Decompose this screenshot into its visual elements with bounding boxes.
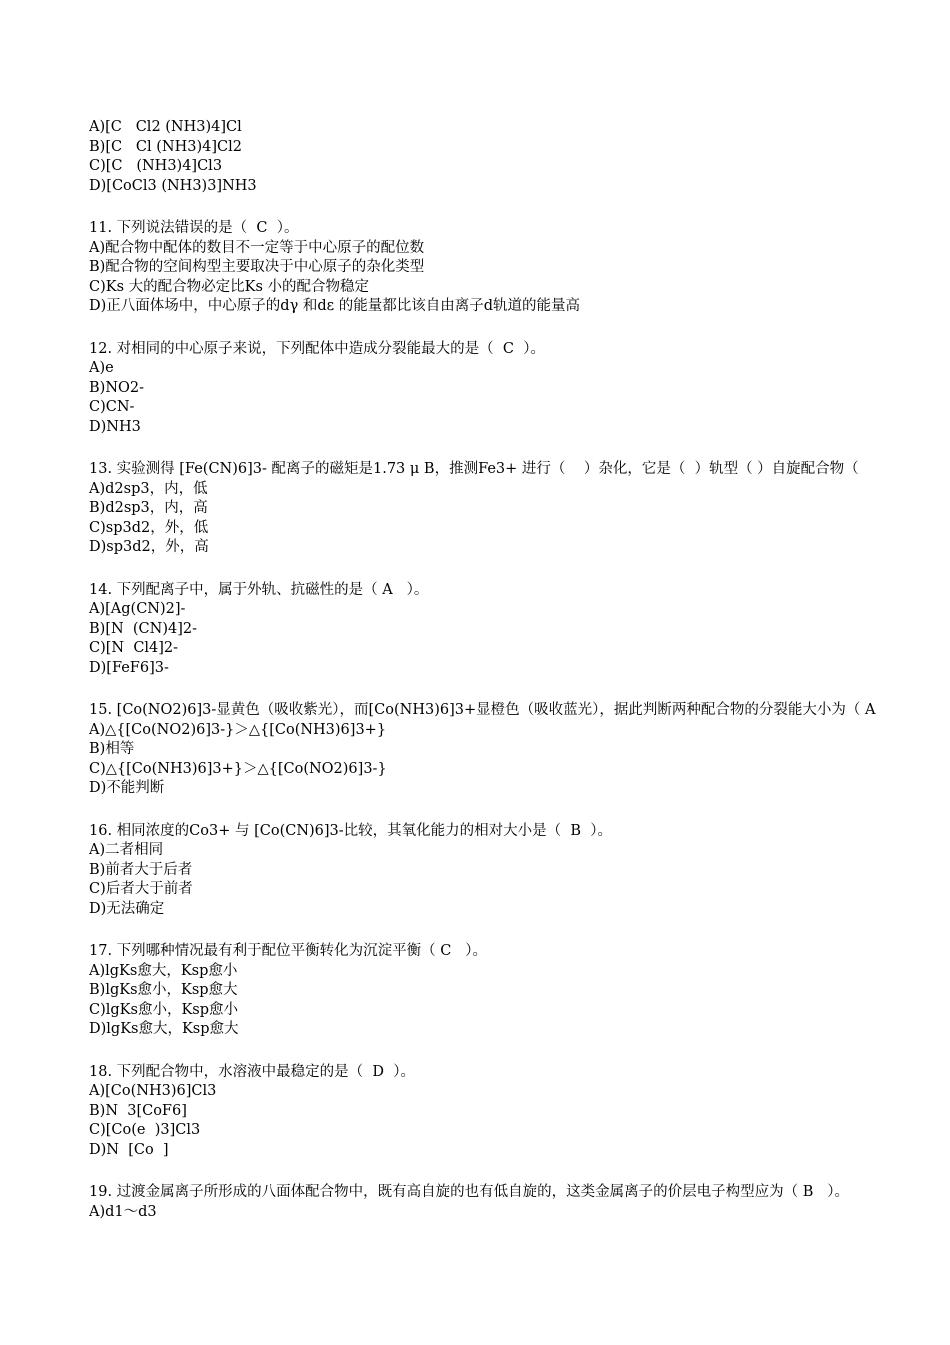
question-block xyxy=(89,219,950,317)
option-a: A)lgKs愈大，Ksp愈小 xyxy=(89,962,238,979)
option-b: B)N 3[CoF6] xyxy=(89,1102,187,1119)
option-c: C)后者大于前者 xyxy=(89,881,193,897)
option-a: A)二者相同 xyxy=(89,842,164,858)
option-d: D)[FeF6]3- xyxy=(89,659,169,676)
question-text: 15. [Co(NO2)6]3-显黄色（吸收紫光），而[Co(NH3)6]3+显橙色（吸收蓝光），据此判断两种配合物的分裂能大小为（ A xyxy=(89,702,876,718)
question-text: 11. 下列说法错误的是（ C ）。 xyxy=(89,220,299,236)
option-c: C)sp3d2，外，低 xyxy=(89,519,209,536)
option-d: D)lgKs愈大，Ksp愈大 xyxy=(89,1021,239,1037)
option-a: A)△{[Co(NO2)6]3-}＞△{[Co(NH3)6]3+} xyxy=(89,721,387,738)
option-b: B)[N (CN)4]2- xyxy=(89,620,197,637)
question-block xyxy=(89,1063,950,1161)
option-a: A)d2sp3，内，低 xyxy=(89,480,208,497)
option-b: B)d2sp3，内，高 xyxy=(89,500,208,516)
question-text: 16. 相同浓度的Co3+ 与 [Co(CN)6]3-比较，其氧化能力的相对大小是（ B ）。 xyxy=(89,822,613,839)
question-text: 12. 对相同的中心原子来说，下列配体中造成分裂能最大的是（ C ）。 xyxy=(89,340,545,357)
option-d: D)无法确定 xyxy=(89,900,165,917)
option-d: D)NH3 xyxy=(89,418,141,435)
question-block xyxy=(89,581,950,679)
option-d: D)sp3d2，外，高 xyxy=(89,539,209,555)
option-b: B)NO2- xyxy=(89,379,145,396)
option-c: C)[C (NH3)4]Cl3 xyxy=(89,158,223,174)
option-a: A)e xyxy=(89,360,114,376)
option-d: D)正八面体场中，中心原子的dγ 和dε 的能量都比该自由离子d轨道的能量高 xyxy=(89,298,581,314)
question-text: 19. 过渡金属离子所形成的八面体配合物中，既有高自旋的也有低自旋的，这类金属离子的价层电子构型应为（ B ）。 xyxy=(89,1184,850,1200)
question-block xyxy=(89,701,950,799)
document-page xyxy=(89,118,950,1222)
option-a: A)[C Cl2 (NH3)4]Cl xyxy=(89,119,242,135)
option-b: B)相等 xyxy=(89,741,135,757)
option-c: C)lgKs愈小，Ksp愈小 xyxy=(89,1001,238,1018)
option-d: D)不能判断 xyxy=(89,780,165,796)
option-d: D)[CoCl3 (NH3)3]NH3 xyxy=(89,177,257,194)
option-c: C)Ks 大的配合物必定比Ks 小的配合物稳定 xyxy=(89,278,370,295)
option-c: C)△{[Co(NH3)6]3+}＞△{[Co(NO2)6]3-} xyxy=(89,760,387,777)
question-block xyxy=(89,942,950,1040)
option-c: C)[Co(e )3]Cl3 xyxy=(89,1122,201,1138)
question-text: 13. 实验测得 [Fe(CN)6]3- 配离子的磁矩是1.73 μ B，推测Fe3+ 进行（ ）杂化，它是（ ）轨型（ ）自旋配合物（ xyxy=(89,461,859,477)
question-block xyxy=(89,460,950,558)
option-b: B)前者大于后者 xyxy=(89,861,193,878)
option-b: B)[C Cl (NH3)4]Cl2 xyxy=(89,138,242,155)
option-d: D)N [Co ] xyxy=(89,1141,169,1158)
question-text: 18. 下列配合物中，水溶液中最稳定的是（ D ）。 xyxy=(89,1063,415,1080)
question-text: 17. 下列哪种情况最有利于配位平衡转化为沉淀平衡（ C ）。 xyxy=(89,943,487,959)
option-a: A)[Co(NH3)6]Cl3 xyxy=(89,1083,217,1099)
question-text: 14. 下列配离子中，属于外轨、抗磁性的是（ A ）。 xyxy=(89,581,429,598)
option-b: B)配合物的空间构型主要取决于中心原子的杂化类型 xyxy=(89,259,425,275)
option-b: B)lgKs愈小，Ksp愈大 xyxy=(89,982,238,998)
option-a: A)d1～d3 xyxy=(89,1203,157,1220)
option-a: A)配合物中配体的数目不一定等于中心原子的配位数 xyxy=(89,239,425,256)
option-c: C)[N Cl4]2- xyxy=(89,640,179,656)
option-a: A)[Ag(CN)2]- xyxy=(89,601,186,617)
question-block xyxy=(89,1183,950,1222)
option-c: C)CN- xyxy=(89,399,135,415)
question-block xyxy=(89,822,950,920)
question-block xyxy=(89,118,950,196)
question-block xyxy=(89,340,950,438)
